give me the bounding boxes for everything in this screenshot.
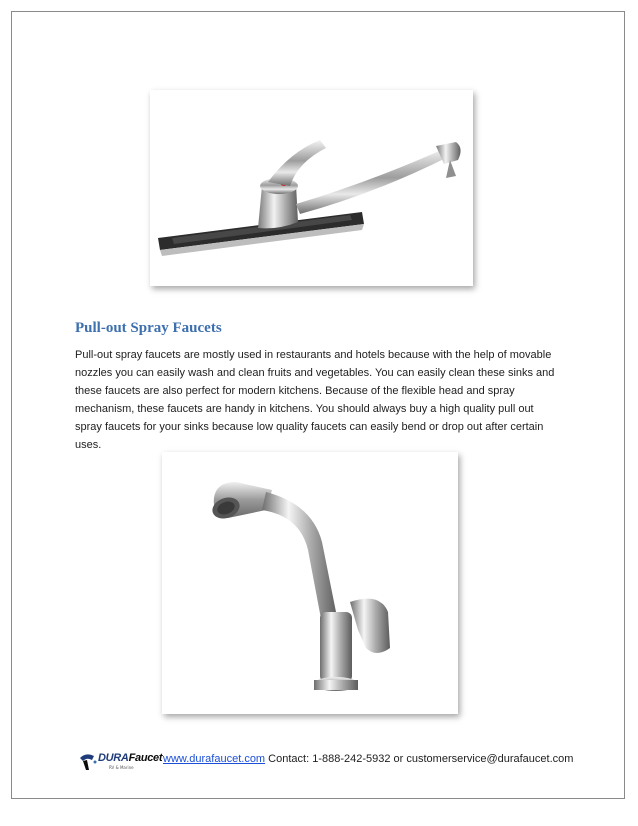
contact-text: Contact: 1-888-242-5932 or customerservice@durafaucet.com	[268, 753, 574, 765]
logo-wordmark: DURAFaucet	[98, 752, 163, 764]
contact-line	[163, 753, 573, 765]
faucet-photo-pull-out-spray	[162, 452, 458, 714]
faucet-logo-icon	[78, 750, 100, 772]
section-body: Pull-out spray faucets are mostly used in restaurants and hotels because with the help of movable nozzles you can easily wash and clean fruits and vegetables. You can easily clean these sinks and these faucets are also perfect for modern kitchens. Because of the flexible head and spray mechanism, these faucets are handy in kitchens. You should always buy a high quality pull out spray faucets for your sinks because low quality faucets can easily bend or drop out after certain uses.	[75, 349, 555, 451]
website-link[interactable]: www.durafaucet.com	[163, 753, 266, 765]
footer	[78, 750, 578, 774]
logo-tagline: RV & Marine	[109, 765, 134, 770]
dura-faucet-logo[interactable]	[78, 750, 164, 774]
faucet-photo-single-handle	[150, 90, 473, 286]
section-heading: Pull-out Spray Faucets	[75, 320, 222, 336]
